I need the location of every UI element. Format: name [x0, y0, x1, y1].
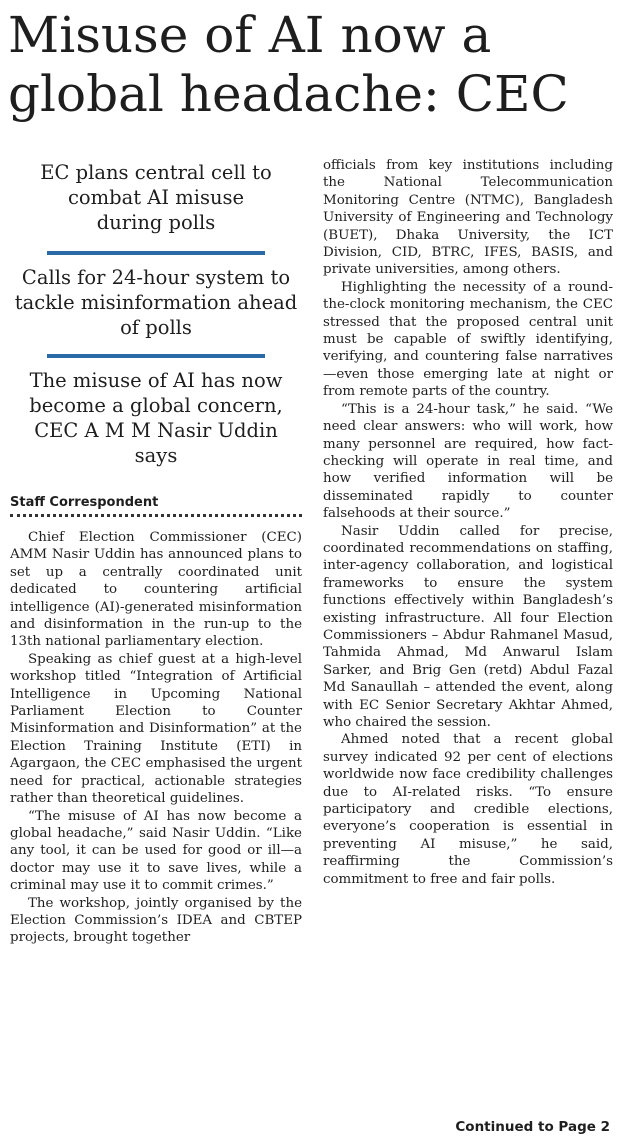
- byline: Staff Correspondent: [10, 495, 159, 510]
- highlight-3: The misuse of AI has now become a global concern, CEC A M M Nasir Uddin says: [29, 369, 283, 467]
- highlight-2: Calls for 24-hour system to tackle misinformation ahead of polls: [14, 266, 298, 339]
- highlight-1: EC plans central cell to combat AI misuse during polls: [40, 161, 272, 234]
- paragraph: Highlighting the necessity of a round-the-clock monitoring mechanism, the CEC stressed that the proposed central unit must be capable of swiftly identifying, verifying, and countering false narratives—even those emerging late at night or from remote parts of the country.: [323, 279, 613, 400]
- continued-to-page[interactable]: Continued to Page 2: [455, 1119, 610, 1135]
- paragraph: The workshop, jointly organised by the Election Commission’s IDEA and CBTEP projects, brought together: [10, 895, 302, 946]
- paragraph: “This is a 24-hour task,” he said. “We need clear answers: who will work, how many personnel are required, how fact-checking will operate in real time, and how verified information will be disseminated rapidly to counter falsehoods at their source.”: [323, 401, 613, 522]
- highlight-rule-2: [47, 354, 265, 358]
- left-body: [10, 529, 302, 947]
- paragraph: Chief Election Commissioner (CEC) AMM Nasir Uddin has announced plans to set up a centrally coordinated unit dedicated to countering artificial intelligence (AI)-generated misinformation and disinformation in the run-up to the 13th national parliamentary election.: [10, 530, 302, 650]
- left-column: [10, 160, 302, 947]
- right-column: [323, 157, 613, 888]
- headline: Misuse of AI now a global headache: CEC: [8, 6, 569, 123]
- paragraph: Speaking as chief guest at a high-level workshop titled “Integration of Artificial Intelligence in Upcoming National Parliament Election to Counter Misinformation and Disinformation” at the Election Training Institute (ETI) in Agargaon, the CEC emphasised the urgent need for practical, actionable strategies rather than theoretical guidelines.: [10, 651, 302, 807]
- highlight-rule-1: [47, 251, 265, 255]
- byline-divider: [10, 514, 302, 517]
- paragraph: Nasir Uddin called for precise, coordinated recommendations on staffing, inter-agency collaboration, and logistical frameworks to ensure the system functions effectively within Bangladesh’s existing infrastructure. All four Election Commissioners – Abdur Rahmanel Masud, Tahmida Ahmad, Md Anwarul Islam Sarker, and Brig Gen (retd) Abdul Fazal Md Sanaullah – attended the event, along with EC Senior Secretary Akhtar Ahmed, who chaired the session.: [323, 523, 613, 730]
- paragraph: officials from key institutions including the National Telecommunication Monitoring Centre (NTMC), Bangladesh University of Engineering and Technology (BUET), Dhaka University, the ICT Division, CID, BTRC, IFES, BASIS, and private universities, among others.: [323, 158, 613, 278]
- paragraph: “The misuse of AI has now become a global headache,” said Nasir Uddin. “Like any tool, it can be used for good or ill—a doctor may use it to save lives, while a criminal may use it to commit crimes.”: [10, 808, 302, 894]
- paragraph: Ahmed noted that a recent global survey indicated 92 per cent of elections worldwide now face credibility challenges due to AI-related risks. “To ensure participatory and credible elections, everyone’s cooperation is essential in preventing AI misuse,” he said, reaffirming the Commission’s commitment to free and fair polls.: [323, 732, 613, 887]
